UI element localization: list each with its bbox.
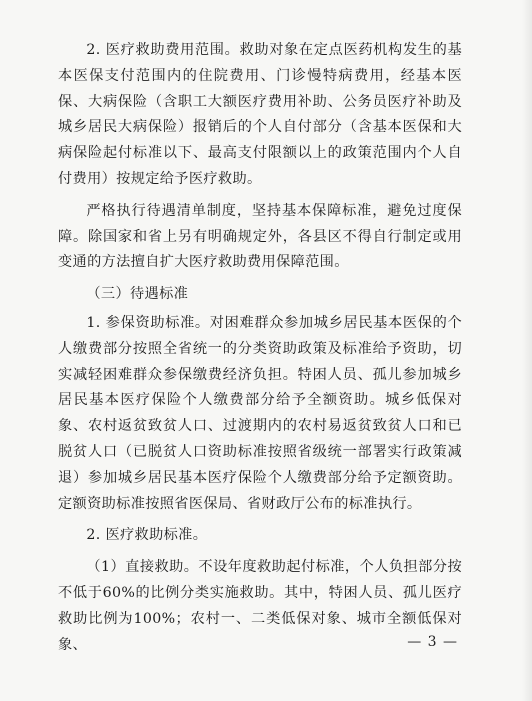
paragraph-medical-aid-scope: 2. 医疗救助费用范围。救助对象在定点医药机构发生的基本医保支付范围内的住院费用、门诊慢特病费用，经基本医保、大病保险（含职工大额医疗费用补助、公务员医疗补助及城乡居民大病保险）报销后的个人自付部分（含基本医保和大病保险起付标准以下、最高支付限额以上的政策范围内个人自付费用）按规定给予医疗救助。 [58,42,462,187]
paragraph-medical-aid-standard: 2. 医疗救助标准。 [86,527,208,544]
page-number: — 3 — [407,634,458,651]
paragraph-direct-aid: （1）直接救助。不设年度救助起付标准，个人负担部分按不低于60%的比例分类实施救助。其中，特困人员、孤儿医疗救助比例为100%；农村一、二类低保对象、城市全额低保对象、 [58,559,462,653]
section-heading-benefit-standards: （三）待遇标准 [86,286,189,303]
paragraph-insurance-subsidy-standard: 1. 参保资助标准。对困难群众参加城乡居民基本医保的个人缴费部分按照全省统一的分类资助政策及标准给予资助，切实减轻困难群众参保缴费经济负担。特困人员、孤儿参加城乡居民基本医疗保险个人缴费部分给予全额资助。城乡低保对象、农村返贫致贫人口、过渡期内的农村易返贫致贫人口和已脱贫人口（已脱贫人口资助标准按照省级统一部署实行政策减退）参加城乡居民基本医疗保险个人缴费部分给予定额资助。定额资助标准按照省医保局、省财政厅公布的标准执行。 [58,314,462,512]
page-edge-shadow [522,0,532,701]
paragraph-benefit-list-system: 严格执行待遇清单制度，坚持基本保障标准，避免过度保障。除国家和省上另有明确规定外，各县区不得自行制定或用变通的方法擅自扩大医疗救助费用保障范围。 [58,202,462,271]
document-body [58,38,462,658]
